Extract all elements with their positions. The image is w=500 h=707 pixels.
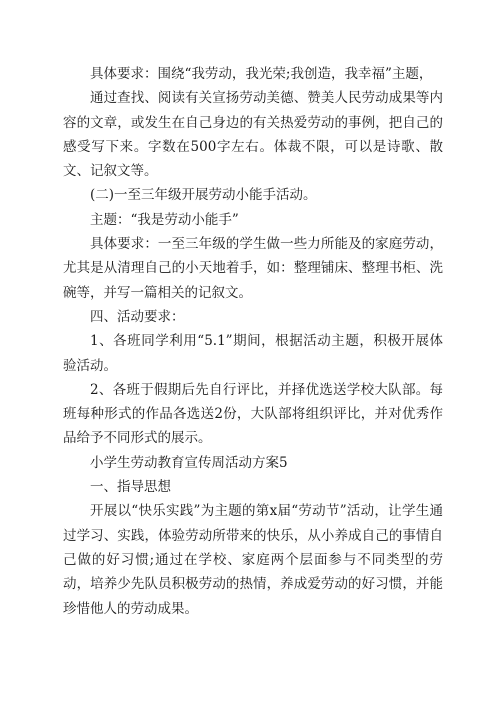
section-title-plan-5: 小学生劳动教育宣传周活动方案5 xyxy=(90,454,288,471)
document-body xyxy=(63,62,443,621)
paragraph-grade-1-3-requirements: 具体要求：一至三年级的学生做一些力所能及的家庭劳动，尤其是从清理自己的小天地着手，如：整理铺床、整理书柜、洗碗等，并写一篇相关的记叙文。 xyxy=(63,236,443,301)
paragraph-search-read-articles: 通过查找、阅读有关宣扬劳动美德、赞美人民劳动成果等内容的文章，或发生在自己身边的有关热爱劳动的事例，把自己的感受写下来。字数在500字左右。体裁不限，可以是诗歌、散文、记叙文等。 xyxy=(63,90,443,180)
paragraph-theme-little-helper: 主题：“我是劳动小能手” xyxy=(90,211,239,228)
heading-guiding-ideology: 一、指导思想 xyxy=(90,479,171,496)
paragraph-guiding-ideology: 开展以“快乐实践”为主题的第x届“劳动节”活动，让学生通过学习、实践，体验劳动所带来的快乐，从小养成自己的事情自己做的好习惯;通过在学校、家庭两个层面参与不同类型的劳动，培养少先队员积极劳动的热情，养成爱劳动的好习惯，并能珍惜他人的劳动成果。 xyxy=(63,503,443,617)
paragraph-requirement-1: 1、各班同学利用“5.1”期间，根据活动主题，积极开展体验活动。 xyxy=(63,333,443,374)
paragraph-requirement-2: 2、各班于假期后先自行评比，并择优选送学校大队部。每班每种形式的作品各选送2份，大队部将组织评比，并对优秀作品给予不同形式的展示。 xyxy=(63,381,443,447)
paragraph-requirements-theme: 具体要求：围绕“我劳动，我光荣;我创造，我幸福”主题， xyxy=(90,66,433,82)
heading-grade-1-3-activity: (二)一至三年级开展劳动小能手活动。 xyxy=(90,187,317,204)
heading-activity-requirements: 四、活动要求： xyxy=(90,308,185,325)
